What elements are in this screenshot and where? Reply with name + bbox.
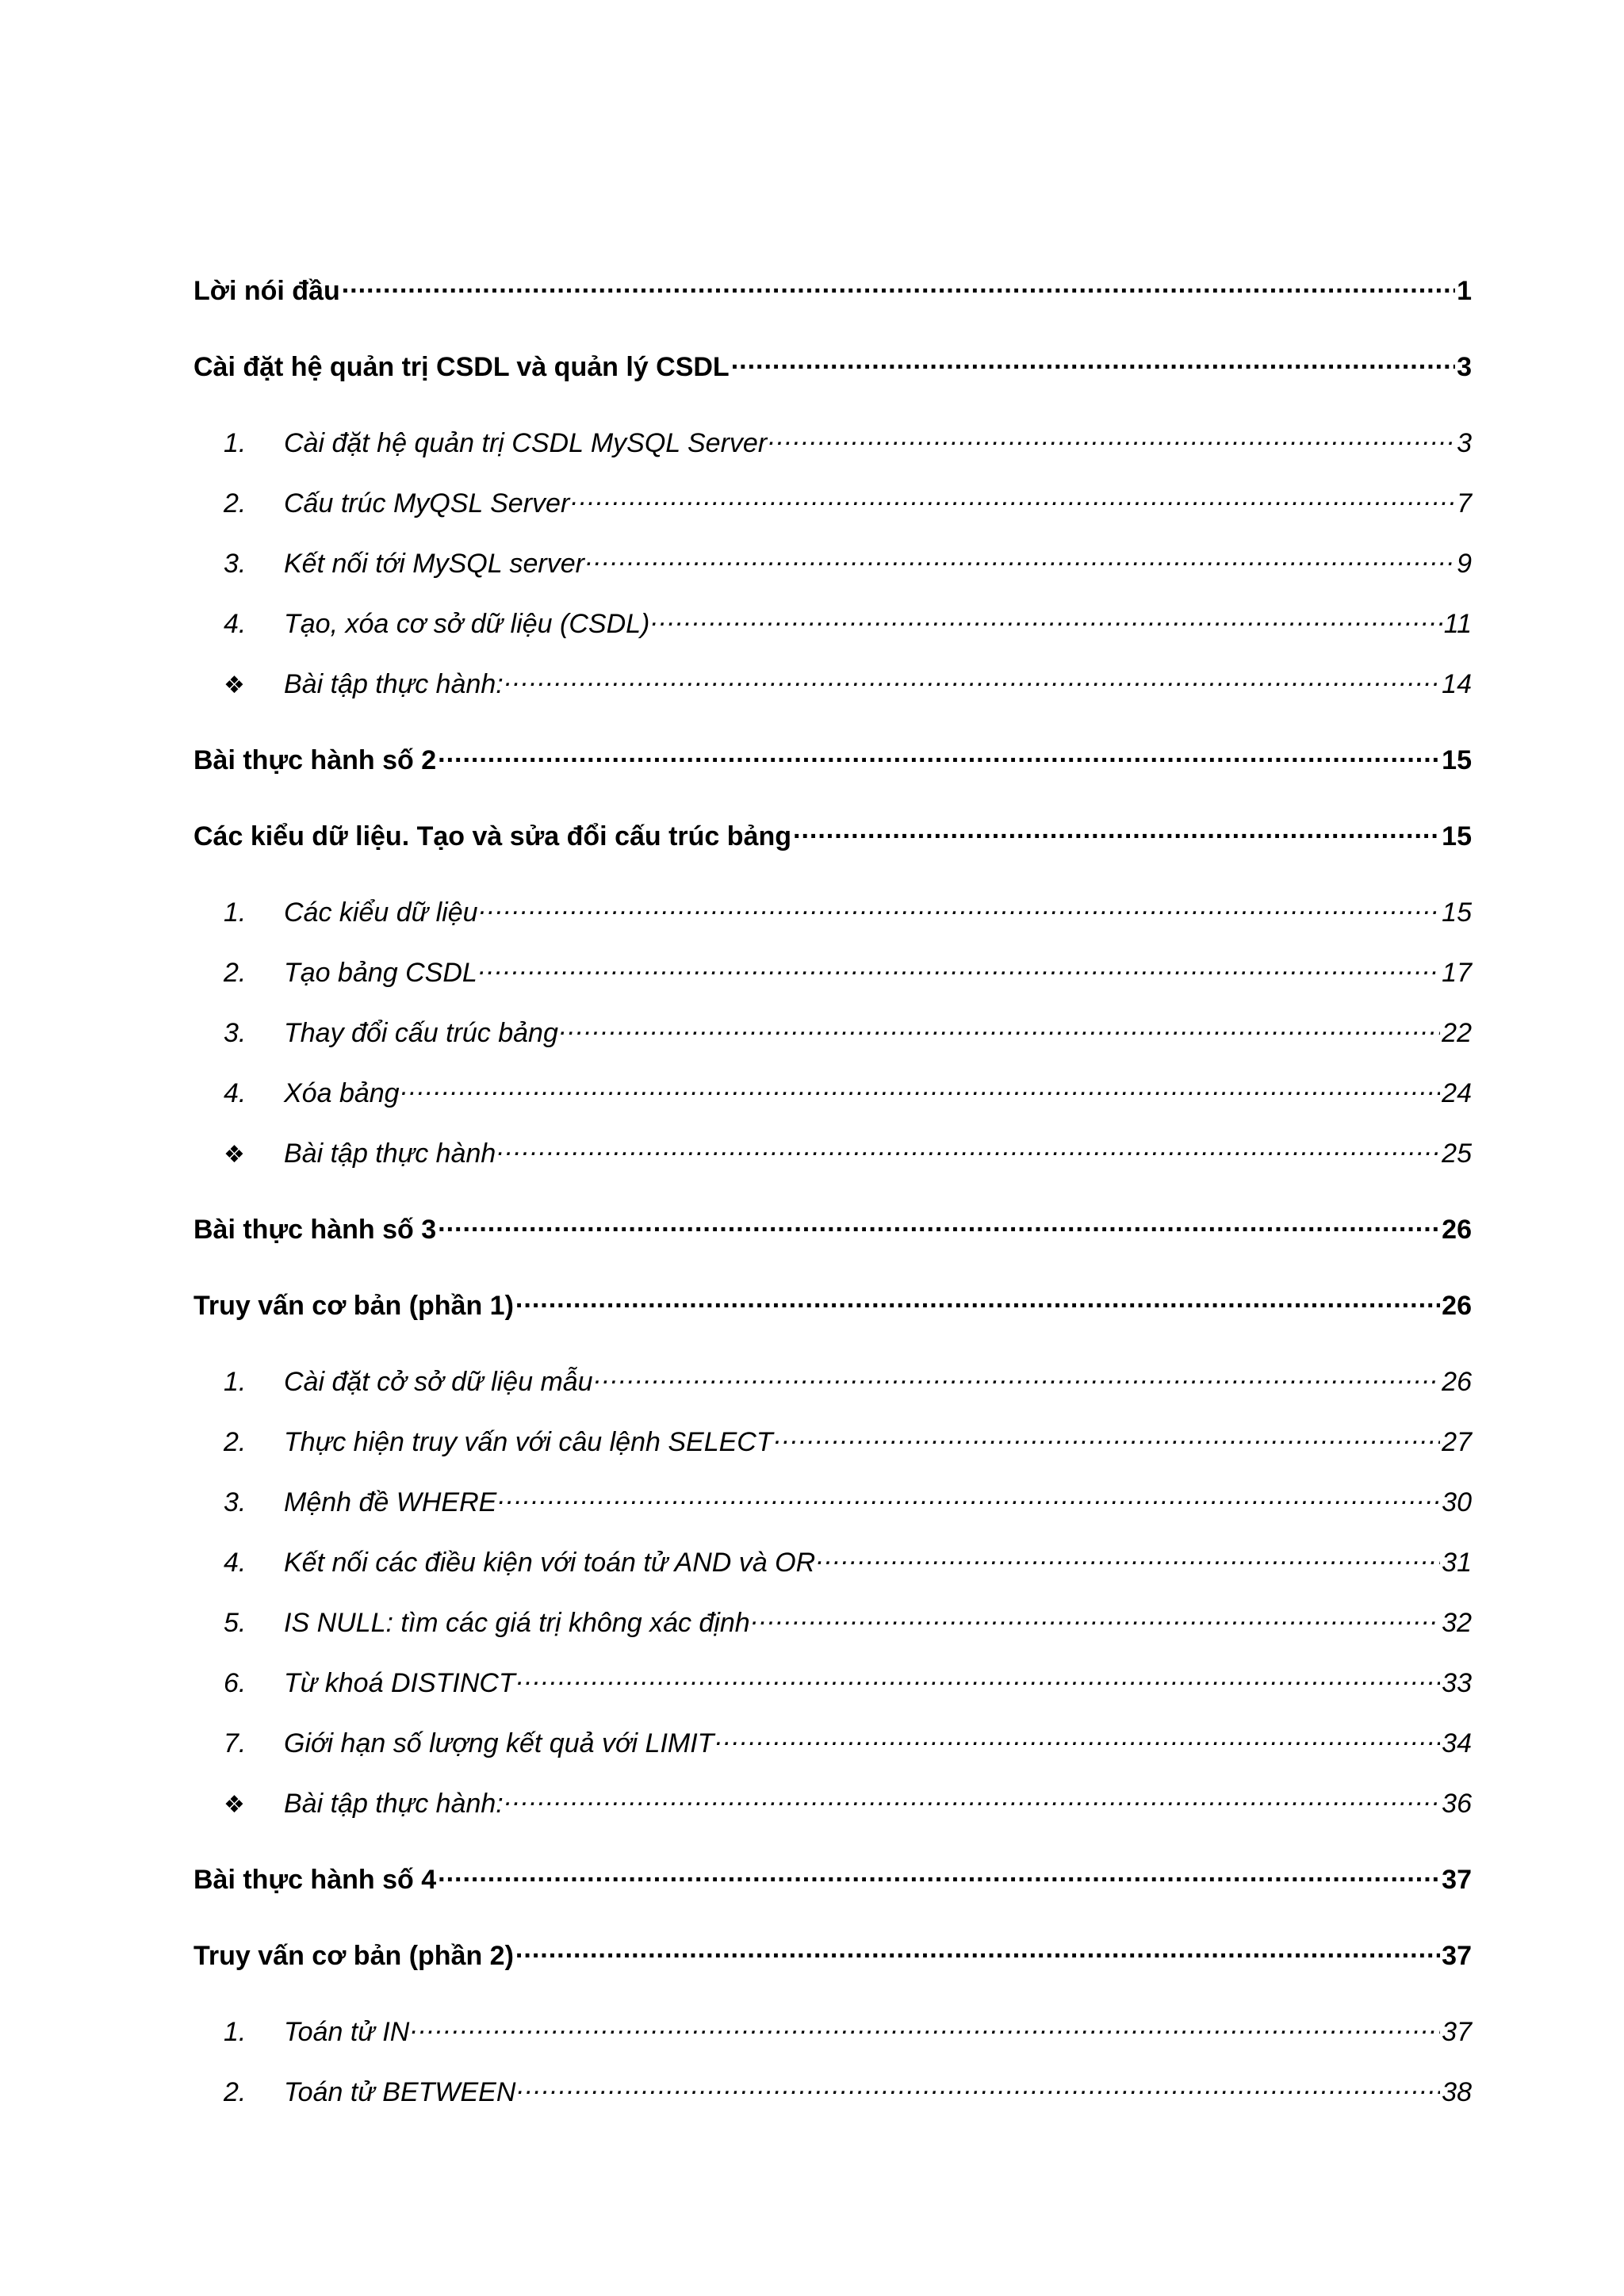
toc-page-number: 30 [1442,1487,1472,1517]
toc-item-number: 7. [224,1728,247,1758]
toc-entry-title: Các kiểu dữ liệu. Tạo và sửa đổi cấu trúc bảng [193,821,791,851]
toc-page-number: 27 [1442,1427,1472,1457]
toc-item-number: 1. [224,1367,247,1397]
toc-subentry[interactable] [193,661,1472,699]
toc-entry-title: Tạo, xóa cơ sở dữ liệu (CSDL) [284,609,650,639]
toc-page-number: 36 [1442,1789,1472,1819]
diamond-bullet-icon: ❖ [224,1792,245,1818]
toc-subentry[interactable] [193,1131,1472,1169]
toc-item-number: 1. [224,2017,247,2047]
toc-page-number: 34 [1442,1728,1472,1758]
dot-leader [775,1419,1441,1451]
toc-subentry[interactable] [193,2069,1472,2107]
toc-entry-title: Cài đặt cở sở dữ liệu mẫu [284,1367,593,1397]
dot-leader [498,1479,1440,1511]
toc-page-number: 11 [1443,609,1472,639]
toc-item-number: 3. [224,549,247,579]
toc-heading-entry[interactable] [193,1207,1472,1245]
toc-subentry[interactable] [193,1781,1472,1819]
toc-entry-title: Cấu trúc MyQSL Server [284,488,570,519]
toc-page-number: 22 [1442,1018,1472,1048]
toc-entry-title: Cài đặt hệ quản trị CSDL và quản lý CSDL [193,352,730,382]
dot-leader [479,950,1440,982]
dot-leader [505,1781,1440,1812]
toc-entry-title: Các kiểu dữ liệu [284,897,478,928]
dot-leader [480,890,1441,921]
toc-item-number: 4. [224,609,247,639]
toc-page-number: 38 [1442,2077,1472,2107]
toc-entry-title: Lời nói đầu [193,276,340,306]
dot-leader [515,1933,1440,1965]
toc-page-number: 15 [1442,897,1472,928]
toc-page-number: 17 [1442,958,1472,988]
toc-subentry[interactable] [193,1540,1472,1578]
toc-subentry[interactable] [193,480,1472,519]
toc-entry-title: Giới hạn số lượng kết quả với LIMIT [284,1728,714,1758]
toc-page-number: 3 [1457,352,1472,382]
toc-page-number: 26 [1442,1215,1472,1245]
dot-leader [517,1660,1440,1692]
toc-heading-entry[interactable] [193,737,1472,775]
toc-heading-entry[interactable] [193,1933,1472,1971]
diamond-bullet-icon: ❖ [224,672,245,698]
toc-subentry[interactable] [193,1660,1472,1698]
toc-page-number: 14 [1442,669,1472,699]
dot-leader [715,1720,1440,1752]
toc-entry-title: Xóa bảng [284,1078,400,1108]
toc-page-number: 15 [1442,745,1472,775]
toc-heading-entry[interactable] [193,268,1472,306]
toc-entry-title: Bài tập thực hành: [284,669,504,699]
toc-subentry[interactable] [193,1070,1472,1108]
dot-leader [731,344,1455,376]
toc-entry-title: Kết nối tới MySQL server [284,549,584,579]
toc-page-number: 37 [1442,1941,1472,1971]
toc-subentry[interactable] [193,541,1472,579]
toc-subentry[interactable] [193,1359,1472,1397]
toc-entry-title: IS NULL: tìm các giá trị không xác định [284,1608,750,1638]
toc-entry-title: Bài tập thực hành: [284,1789,504,1819]
toc-subentry[interactable] [193,420,1472,458]
toc-entry-title: Toán tử IN [284,2017,410,2047]
dot-leader [571,480,1455,512]
toc-page-number: 32 [1442,1608,1472,1638]
toc-page-number: 24 [1442,1078,1472,1108]
toc-entry-title: Bài thực hành số 4 [193,1865,437,1895]
dot-leader [497,1131,1440,1162]
toc-entry-title: Toán tử BETWEEN [284,2077,516,2107]
toc-page-number: 15 [1442,821,1472,851]
dot-leader [752,1600,1440,1632]
toc-item-number: 3. [224,1487,247,1517]
toc-page-number: 33 [1442,1668,1472,1698]
toc-entry-title: Thay đổi cấu trúc bảng [284,1018,558,1048]
dot-leader [505,661,1440,693]
dot-leader [517,2069,1440,2101]
toc-heading-entry[interactable] [193,1283,1472,1321]
dot-leader [342,268,1455,300]
toc-item-number: 2. [224,1427,247,1457]
toc-page-number: 9 [1457,549,1472,579]
diamond-bullet-icon: ❖ [224,1142,245,1168]
toc-entry-title: Bài thực hành số 3 [193,1215,437,1245]
toc-item-number: 2. [224,488,247,519]
toc-subentry[interactable] [193,2009,1472,2047]
toc-item-number: 3. [224,1018,247,1048]
toc-subentry[interactable] [193,1010,1472,1048]
toc-entry-title: Bài thực hành số 2 [193,745,437,775]
dot-leader [438,1207,1440,1238]
toc-item-number: 5. [224,1608,247,1638]
toc-page-number: 26 [1442,1291,1472,1321]
toc-subentry[interactable] [193,950,1472,988]
toc-page-number: 25 [1442,1138,1472,1169]
toc-entry-title: Từ khoá DISTINCT [284,1668,515,1698]
dot-leader [438,737,1440,769]
dot-leader [817,1540,1440,1571]
toc-entry-title: Tạo bảng CSDL [284,958,477,988]
toc-page-number: 26 [1442,1367,1472,1397]
dot-leader [595,1359,1441,1391]
dot-leader [793,813,1440,845]
toc-entry-title: Kết nối các điều kiện với toán tử AND và OR [284,1548,816,1578]
toc-item-number: 2. [224,958,247,988]
toc-item-number: 1. [224,428,247,458]
toc-entry-title: Thực hiện truy vấn với câu lệnh SELECT [284,1427,773,1457]
toc-page-number: 37 [1442,2017,1472,2047]
dot-leader [651,601,1442,633]
toc-subentry[interactable] [193,1600,1472,1638]
toc-item-number: 2. [224,2077,247,2107]
toc-subentry[interactable] [193,601,1472,639]
toc-page-number: 37 [1442,1865,1472,1895]
toc-entry-title: Mệnh đề WHERE [284,1487,497,1517]
toc-subentry[interactable] [193,1479,1472,1517]
dot-leader [768,420,1455,452]
toc-heading-entry[interactable] [193,344,1472,382]
toc-subentry[interactable] [193,1720,1472,1758]
dot-leader [560,1010,1440,1042]
toc-entry-title: Truy vấn cơ bản (phần 1) [193,1291,514,1321]
dot-leader [515,1283,1440,1314]
toc-subentry[interactable] [193,1419,1472,1457]
table-of-contents [193,268,1472,2145]
toc-heading-entry[interactable] [193,813,1472,851]
dot-leader [401,1070,1441,1102]
toc-subentry[interactable] [193,890,1472,928]
toc-heading-entry[interactable] [193,1857,1472,1895]
toc-item-number: 1. [224,897,247,928]
dot-leader [586,541,1455,572]
toc-page-number: 3 [1457,428,1472,458]
toc-page-number: 7 [1457,488,1472,519]
dot-leader [411,2009,1440,2041]
toc-item-number: 6. [224,1668,247,1698]
toc-page-number: 31 [1442,1548,1472,1578]
toc-item-number: 4. [224,1078,247,1108]
toc-entry-title: Bài tập thực hành [284,1138,496,1169]
dot-leader [438,1857,1440,1888]
toc-item-number: 4. [224,1548,247,1578]
toc-entry-title: Truy vấn cơ bản (phần 2) [193,1941,514,1971]
toc-entry-title: Cài đặt hệ quản trị CSDL MySQL Server [284,428,768,458]
toc-page-number: 1 [1457,276,1472,306]
